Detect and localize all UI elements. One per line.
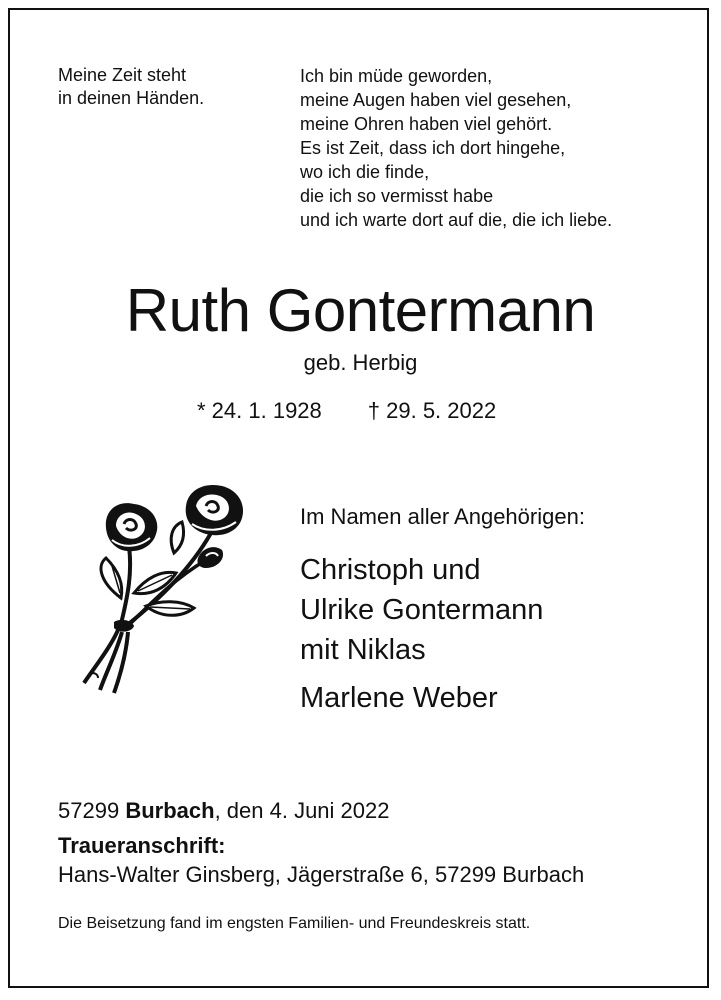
poem-line: wo ich die finde,: [300, 162, 430, 182]
mourner-line: Christoph und: [300, 554, 481, 586]
maiden-name: geb. Herbig: [303, 350, 418, 375]
mourning-address: Hans-Walter Ginsberg, Jägerstraße 6, 57299 Burbach: [58, 862, 585, 887]
mourner-line: mit Niklas: [300, 634, 426, 666]
motto-line: Meine Zeit steht: [58, 65, 187, 85]
poem: [300, 64, 612, 232]
poem-line: meine Ohren haben viel gehört.: [300, 114, 553, 134]
mourner-line: Marlene Weber: [300, 682, 498, 714]
poem-line: meine Augen haben viel gesehen,: [300, 90, 572, 110]
life-dates: [197, 398, 496, 424]
motto: [58, 64, 204, 110]
poem-line: die ich so vermisst habe: [300, 186, 494, 206]
mourners-list: [300, 550, 543, 718]
poem-line: Es ist Zeit, dass ich dort hingehe,: [300, 138, 566, 158]
poem-line: und ich warte dort auf die, die ich liebe.: [300, 210, 613, 230]
mourning-address-label: Traueranschrift:: [58, 833, 226, 858]
city: Burbach: [125, 798, 215, 823]
roses-icon: [76, 478, 256, 708]
mourners-intro: Im Namen aller Angehörigen:: [300, 504, 585, 529]
birth-date: * 24. 1. 1928: [197, 398, 322, 423]
place-and-date: [58, 798, 389, 824]
motto-line: in deinen Händen.: [58, 88, 205, 108]
poem-line: Ich bin müde geworden,: [300, 66, 493, 86]
mourner-line: Ulrike Gontermann: [300, 594, 544, 626]
date: , den 4. Juni 2022: [214, 798, 390, 823]
deceased-name: Ruth Gontermann: [125, 277, 596, 344]
burial-note: Die Beisetzung fand im engsten Familien- und Freundeskreis statt.: [58, 915, 531, 932]
zip-code: 57299: [58, 798, 120, 823]
death-date: † 29. 5. 2022: [367, 398, 497, 423]
